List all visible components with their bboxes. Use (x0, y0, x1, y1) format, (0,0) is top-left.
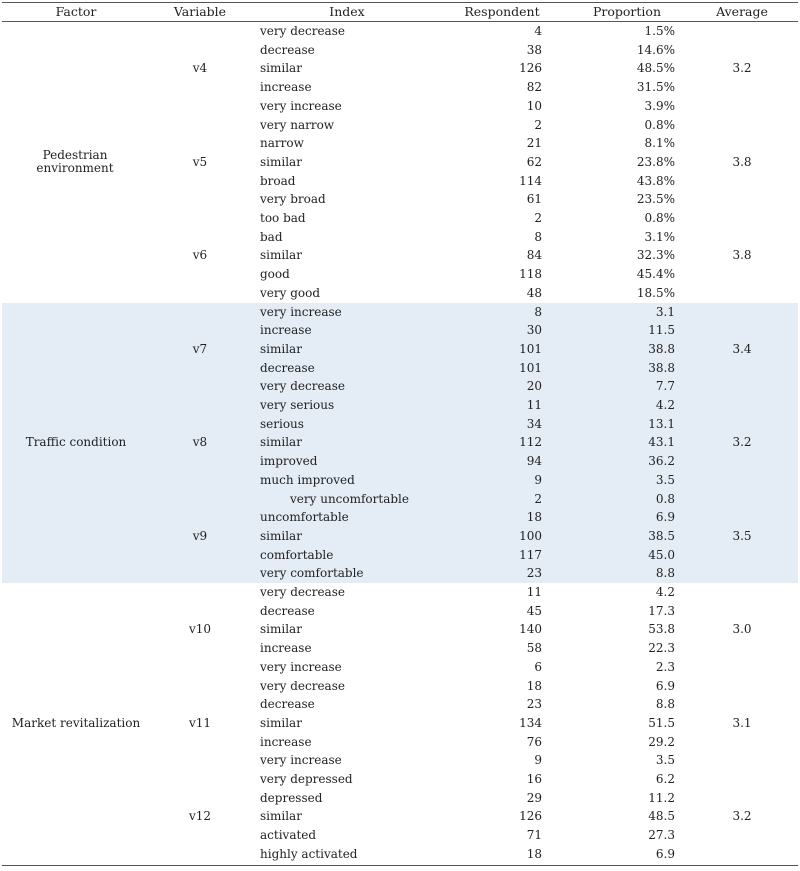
index-cell: similar (260, 248, 302, 263)
index-cell: similar (260, 528, 302, 543)
average-value: 3.0 (732, 622, 752, 637)
respondent-cell: 100 (519, 528, 542, 543)
index-cell: similar (260, 435, 302, 450)
variable-label: v5 (192, 154, 208, 169)
proportion-cell: 4.2 (655, 398, 675, 412)
respondent-cell: 38 (526, 42, 542, 57)
index-cell: improved (260, 454, 318, 469)
respondent-cell: 126 (519, 809, 542, 824)
proportion-cell: 31.5% (636, 80, 675, 95)
respondent-cell: 23 (526, 697, 542, 712)
proportion-cell: 3.9% (644, 98, 675, 113)
variable-label: v10 (188, 622, 212, 637)
respondent-cell: 34 (526, 416, 542, 431)
proportion-cell: 53.8 (648, 622, 675, 637)
proportion-cell: 3.5 (655, 753, 675, 768)
index-cell: comfortable (260, 547, 334, 562)
index-cell: similar (260, 715, 302, 730)
proportion-cell: 38.5 (648, 528, 675, 543)
respondent-cell: 30 (526, 323, 542, 338)
proportion-cell: 4.2 (655, 585, 675, 599)
index-cell: similar (260, 341, 302, 356)
proportion-cell: 45.4% (636, 267, 675, 282)
proportion-cell: 23.8% (636, 154, 675, 169)
index-cell: similar (260, 622, 302, 637)
respondent-cell: 101 (519, 341, 542, 356)
respondent-cell: 29 (526, 790, 542, 805)
header-factor: Factor (55, 4, 97, 19)
index-cell: similar (260, 809, 302, 824)
index-cell: very uncomfortable (290, 491, 409, 506)
proportion-cell: 7.7 (655, 379, 675, 394)
index-cell: increase (260, 80, 312, 95)
proportion-cell: 38.8 (648, 341, 675, 356)
respondent-cell: 9 (534, 753, 542, 768)
average-value: 3.2 (732, 61, 752, 76)
respondent-cell: 112 (519, 435, 542, 450)
respondent-cell: 23 (526, 566, 542, 581)
index-cell: decrease (260, 603, 315, 618)
variable-label: v9 (192, 528, 208, 543)
header-respondent: Respondent (464, 4, 540, 19)
proportion-cell: 3.5 (655, 472, 675, 487)
respondent-cell: 8 (534, 229, 542, 244)
respondent-cell: 61 (526, 192, 542, 207)
respondent-cell: 117 (519, 547, 542, 562)
index-cell: very narrow (260, 117, 335, 132)
proportion-cell: 6.9 (655, 510, 675, 525)
proportion-cell: 0.8 (655, 491, 675, 506)
index-cell: broad (260, 173, 296, 188)
proportion-cell: 29.2 (648, 734, 675, 749)
respondent-cell: 76 (526, 734, 542, 749)
index-cell: very serious (260, 398, 335, 412)
header-index: Index (329, 4, 365, 19)
respondent-cell: 2 (534, 491, 542, 506)
index-cell: very increase (260, 98, 342, 113)
index-cell: very decrease (260, 379, 345, 394)
respondent-cell: 62 (526, 154, 542, 169)
respondent-cell: 45 (526, 603, 542, 618)
respondent-cell: 6 (534, 659, 542, 674)
proportion-cell: 8.8 (655, 566, 675, 581)
index-cell: highly activated (260, 846, 358, 861)
proportion-cell: 1.5% (644, 24, 675, 38)
index-cell: increase (260, 641, 312, 656)
respondent-cell: 20 (526, 379, 542, 394)
average-value: 3.2 (732, 809, 752, 824)
respondent-cell: 71 (526, 828, 542, 843)
index-cell: increase (260, 323, 312, 338)
respondent-cell: 140 (519, 622, 542, 637)
index-cell: too bad (260, 211, 306, 225)
header-variable: Variable (173, 4, 227, 19)
proportion-cell: 11.2 (648, 790, 675, 805)
respondent-cell: 18 (526, 846, 542, 861)
respondent-cell: 134 (519, 715, 542, 730)
respondent-cell: 101 (519, 360, 542, 375)
average-value: 3.1 (732, 715, 752, 730)
index-cell: very decrease (260, 678, 345, 693)
respondent-cell: 2 (534, 117, 542, 132)
proportion-cell: 3.1 (655, 304, 675, 319)
average-value: 3.5 (732, 528, 752, 543)
average-value: 3.2 (732, 435, 752, 450)
index-cell: narrow (260, 136, 304, 151)
respondent-cell: 9 (534, 472, 542, 487)
proportion-cell: 48.5% (636, 61, 675, 76)
respondent-cell: 84 (526, 248, 542, 263)
proportion-cell: 17.3 (648, 603, 675, 618)
index-cell: very comfortable (260, 566, 364, 581)
proportion-cell: 0.8% (644, 117, 675, 132)
variable-label: v4 (192, 61, 208, 76)
index-cell: much improved (260, 472, 355, 487)
proportion-cell: 48.5 (648, 809, 675, 824)
respondent-cell: 2 (534, 211, 542, 225)
index-cell: very good (260, 285, 321, 300)
index-cell: activated (260, 828, 317, 843)
proportion-cell: 8.1% (644, 136, 675, 151)
respondent-cell: 16 (526, 772, 542, 786)
proportion-cell: 38.8 (648, 360, 675, 375)
index-cell: good (260, 267, 290, 282)
factor-label: Traffic condition (25, 435, 127, 450)
index-cell: decrease (260, 697, 315, 712)
index-cell: very increase (260, 753, 342, 768)
proportion-cell: 43.8% (636, 173, 675, 188)
index-cell: similar (260, 61, 302, 76)
proportion-cell: 23.5% (636, 192, 675, 207)
index-cell: decrease (260, 42, 315, 57)
proportion-cell: 45.0 (648, 547, 675, 562)
respondent-cell: 18 (526, 678, 542, 693)
factor-label: Pedestrian environment (36, 148, 114, 176)
respondent-cell: 126 (519, 61, 542, 76)
variable-label: v7 (192, 341, 208, 356)
index-cell: serious (260, 416, 304, 431)
proportion-cell: 8.8 (655, 697, 675, 712)
proportion-cell: 11.5 (648, 323, 675, 338)
variable-label: v12 (188, 809, 212, 824)
respondent-cell: 8 (534, 304, 542, 319)
proportion-cell: 27.3 (648, 828, 675, 843)
index-cell: very broad (260, 192, 326, 207)
proportion-cell: 18.5% (636, 285, 675, 300)
respondent-cell: 94 (526, 454, 542, 469)
index-cell: decrease (260, 360, 315, 375)
proportion-cell: 13.1 (648, 416, 675, 431)
respondent-cell: 21 (526, 136, 542, 151)
proportion-cell: 36.2 (648, 454, 675, 469)
proportion-cell: 32.3% (636, 248, 675, 263)
header-proportion: Proportion (592, 4, 661, 19)
respondent-cell: 58 (526, 641, 542, 656)
index-cell: very decrease (260, 585, 345, 599)
respondent-cell: 82 (526, 80, 542, 95)
index-cell: uncomfortable (260, 510, 349, 525)
index-cell: bad (260, 229, 283, 244)
variable-label: v11 (188, 715, 212, 730)
respondent-cell: 10 (526, 98, 542, 113)
respondent-cell: 118 (519, 267, 542, 282)
respondent-cell: 11 (526, 585, 542, 599)
proportion-cell: 14.6% (636, 42, 675, 57)
proportion-cell: 3.1% (644, 229, 675, 244)
proportion-cell: 6.9 (655, 678, 675, 693)
proportion-cell: 6.9 (655, 846, 675, 861)
index-cell: very depressed (260, 772, 353, 786)
header-average: Average (716, 4, 768, 19)
index-cell: increase (260, 734, 312, 749)
respondent-cell: 18 (526, 510, 542, 525)
index-cell: similar (260, 154, 302, 169)
index-cell: very decrease (260, 24, 345, 38)
index-cell: depressed (260, 790, 323, 805)
proportion-cell: 43.1 (648, 435, 675, 450)
proportion-cell: 0.8% (644, 211, 675, 225)
proportion-cell: 51.5 (648, 715, 675, 730)
table-bottom-rule (2, 865, 798, 866)
average-value: 3.8 (732, 154, 752, 169)
variable-label: v6 (192, 248, 208, 263)
index-cell: very increase (260, 659, 342, 674)
average-value: 3.4 (732, 341, 752, 356)
variable-label: v8 (192, 435, 208, 450)
proportion-cell: 6.2 (655, 772, 675, 786)
index-cell: very increase (260, 304, 342, 319)
proportion-cell: 22.3 (648, 641, 675, 656)
average-value: 3.8 (732, 248, 752, 263)
factor-label: Market revitalization (11, 715, 141, 730)
table-header (2, 2, 798, 22)
respondent-cell: 11 (526, 398, 542, 412)
respondent-cell: 4 (534, 24, 542, 38)
respondent-cell: 114 (519, 173, 542, 188)
proportion-cell: 2.3 (655, 659, 675, 674)
respondent-cell: 48 (526, 285, 542, 300)
